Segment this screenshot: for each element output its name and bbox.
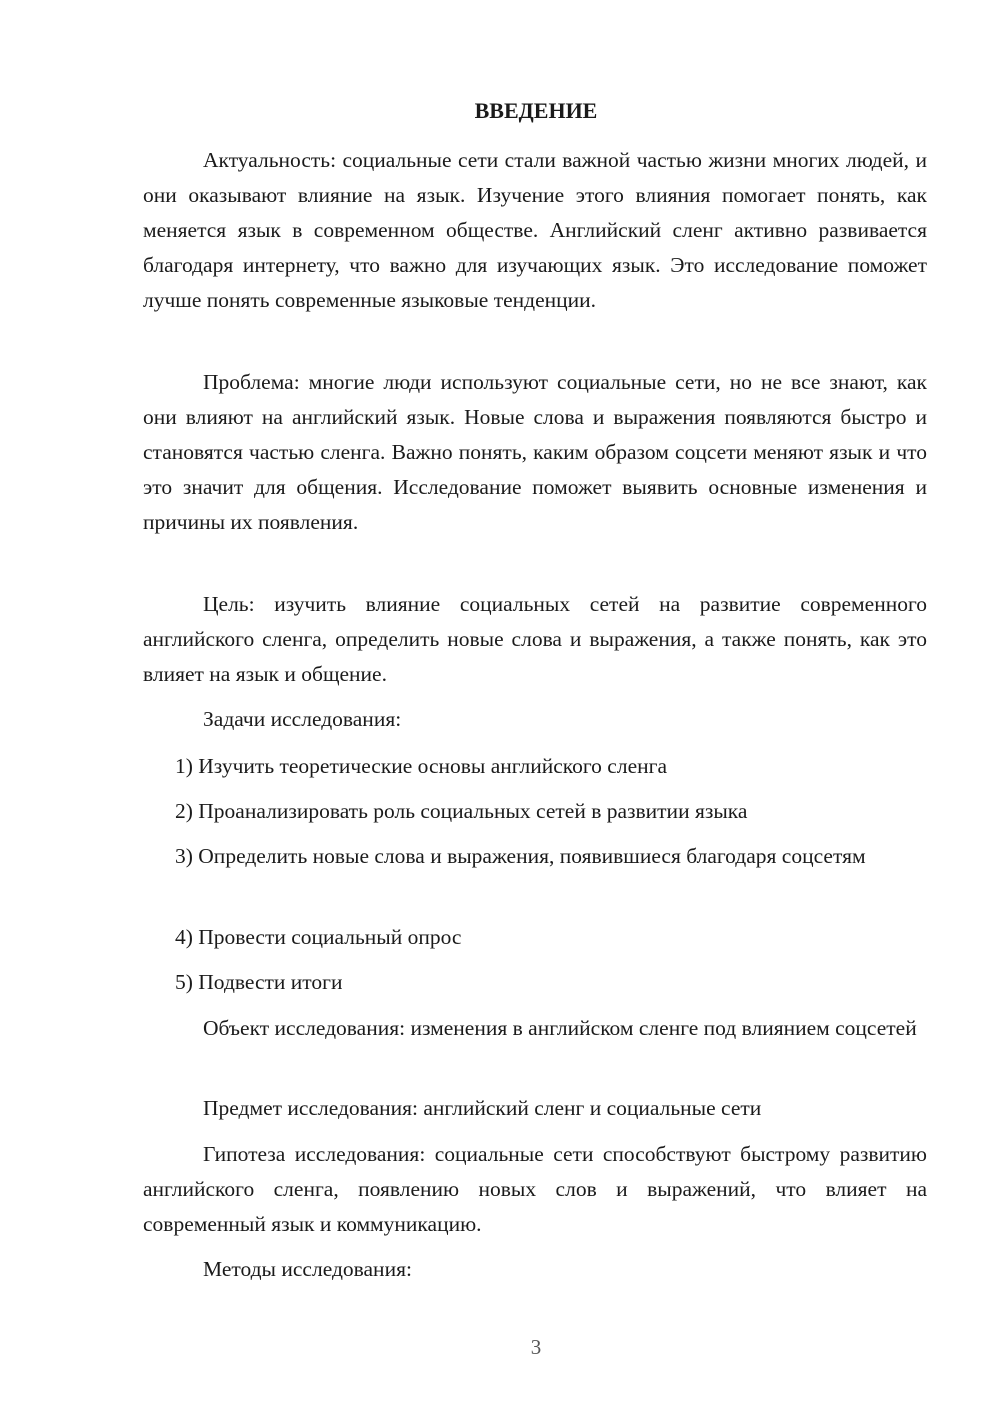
paragraph-goal: Цель: изучить влияние социальных сетей на развитие современного английского сленга, определить новые слова и выражения, а также понять, как это влияет на язык и общение. — [143, 592, 927, 686]
task-item-5: 5) Подвести итоги — [175, 970, 343, 994]
paragraph-problem: Проблема: многие люди используют социальные сети, но не все знают, как они влияют на английский язык. Новые слова и выражения появляются быстро и становятся частью сленга. Важно понять, каким образом соцсети меняют язык и что это значит для общения. Исследование поможет выявить основные изменения и причины их появления. — [143, 370, 927, 534]
page-title: ВВЕДЕНИЕ — [474, 98, 598, 123]
paragraph-subject: Предмет исследования: английский сленг и социальные сети — [203, 1096, 762, 1120]
paragraph-hypothesis: Гипотеза исследования: социальные сети способствуют быстрому развитию английского сленга, появлению новых слов и выражений, что влияет на современный язык и коммуникацию. — [143, 1142, 927, 1236]
task-item-1: 1) Изучить теоретические основы английского сленга — [175, 754, 667, 778]
task-item-4: 4) Провести социальный опрос — [175, 925, 462, 949]
methods-heading: Методы исследования: — [203, 1257, 412, 1281]
paragraph-object: Объект исследования: изменения в английском сленге под влиянием соцсетей — [203, 1016, 917, 1040]
paragraph-relevance: Актуальность: социальные сети стали важной частью жизни многих людей, и они оказывают влияние на язык. Изучение этого влияния помогает понять, как меняется язык в современном обществе. Английский сленг активно развивается благодаря интернету, что важно для изучающих язык. Это исследование поможет лучше понять современные языковые тенденции. — [143, 148, 927, 312]
task-item-2: 2) Проанализировать роль социальных сетей в развитии языка — [175, 799, 748, 823]
page-number: 3 — [530, 1335, 542, 1359]
tasks-heading: Задачи исследования: — [203, 707, 402, 731]
task-item-3: 3) Определить новые слова и выражения, появившиеся благодаря соцсетям — [175, 844, 866, 868]
